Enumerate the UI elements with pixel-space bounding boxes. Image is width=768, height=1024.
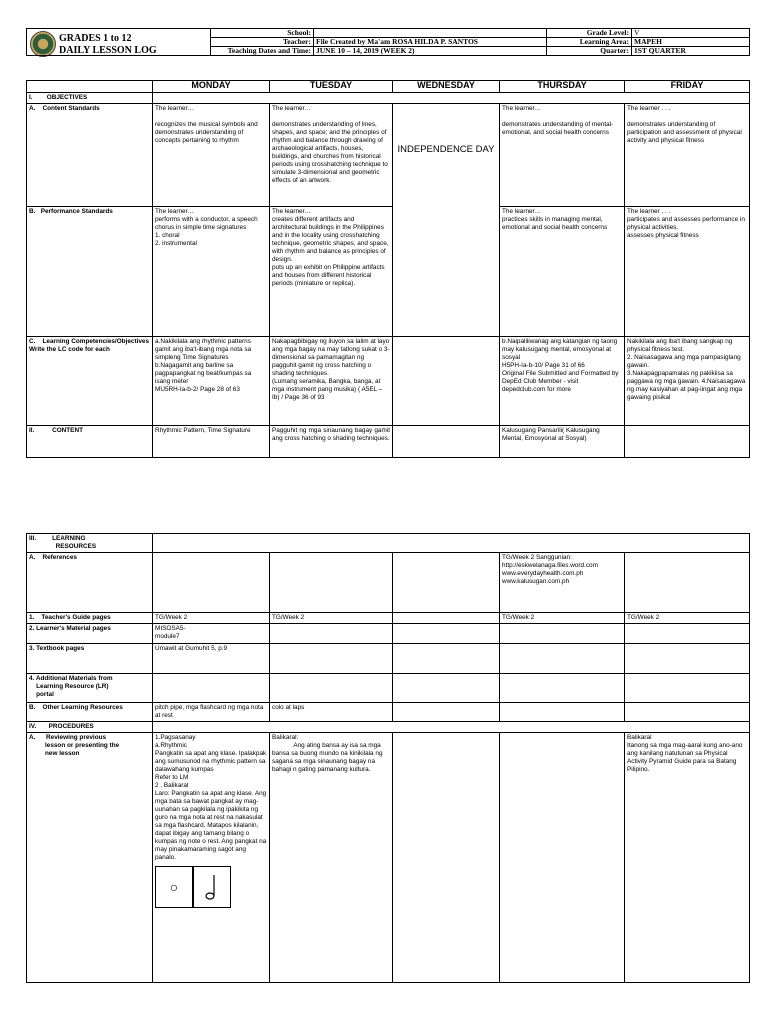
tg-label: 1. Teacher's Guide pages bbox=[27, 613, 153, 624]
lm-label: 2. Learner's Material pages bbox=[27, 624, 153, 644]
day-tuesday: TUESDAY bbox=[270, 81, 393, 93]
content-std-fri: The learner . . . demonstrates understanding of participation and assessment of physical activity and physical fitness bbox=[625, 104, 750, 207]
review-fri: Balikaral Itanong sa mga mag-aaral kung ano-ano ang kanilang natutunan sa Physical Activity Pyramid Guide para sa Batang Pilipino. bbox=[625, 733, 750, 983]
day-monday: MONDAY bbox=[153, 81, 270, 93]
note-symbols bbox=[155, 866, 267, 908]
comp-fri: Nakikilala ang iba't ibang sangkap ng physical fitness test. 2. Naisasagawa ang mga pampasiglang gawain. 3.Nakapagpapamalas ng pakikiisa sa paggawa ng mga gawain. 4.Naisasagawa ng may kasiyahan at pag-iingat ang mga gawaing pisikal bbox=[625, 337, 750, 426]
content-label: II. CONTENT bbox=[27, 426, 153, 458]
comp-thu: b.Naipaliliwanag ang katangian ng taong may kalusugang mental, emosyonal at sosyal H5PH-Ia-b-10/ Page 31 of 66 Original File Submitted and Formatted by DepEd Club Member - visit depedclub.com for more bbox=[500, 337, 625, 426]
review-label: A. Reviewing previous lesson or presenting the new lesson bbox=[27, 733, 153, 983]
dates-label: Teaching Dates and Time: bbox=[211, 47, 314, 56]
olr-mon: pitch pipe, mga flashcard ng mga nota at rest bbox=[153, 703, 270, 722]
tg-thu: TG/Week 2 bbox=[500, 613, 625, 624]
title-line2: DAILY LESSON LOG bbox=[59, 45, 157, 56]
day-wednesday: WEDNESDAY bbox=[393, 81, 500, 93]
comp-mon: a.Nakikilala ang rhythmic patterns gamit ang iba't-ibang mga nota sa simpleng Time Signatures b.Nagagamit ang barline sa pagpapangkat ng beat/kumpas sa isang meter MU5RH-Ia-b-2/ Page 28 of 63 bbox=[153, 337, 270, 426]
grade-value: V bbox=[632, 29, 750, 38]
school-label: School: bbox=[211, 29, 314, 38]
olr-tue: colo at laps bbox=[270, 703, 393, 722]
perf-std-fri: The learner . . . participates and assesses performance in physical activities. assesses physical fitness bbox=[625, 207, 750, 337]
perf-std-thu: The learner… practices skills in managing mental, emotional and social health concerns bbox=[500, 207, 625, 337]
grade-label: Grade Level: bbox=[547, 29, 632, 38]
tb-label: 3. Textbook pages bbox=[27, 644, 153, 674]
independence-day: INDEPENDENCE DAY bbox=[393, 104, 500, 337]
content-std-thu: The learner… demonstrates understanding of mental-emotional, and social health concerns bbox=[500, 104, 625, 207]
teacher-label: Teacher: bbox=[211, 38, 314, 47]
comp-tue: Nakapagbibigay ng iluyon sa lalim at layo ang mga bagay na may tatlong sukat o 3- dimensional sa pamamagitan ng pagguhit gamit ng cross hatching o shading techniques. (Lumang seramika, Bangka, banga, at mga instrument pang musika) ( A5EL – Ib) / Page 36 of 93 bbox=[270, 337, 393, 426]
competencies-label: C. Learning Competencies/Objectives Write the LC code for each bbox=[27, 337, 153, 426]
half-note-icon bbox=[193, 866, 231, 908]
quarter-value: 1ST QUARTER bbox=[632, 47, 750, 56]
content-tue: Pagguhit ng mga sinaunang bagay gamit ang cross hatching o shading techniques. bbox=[270, 426, 393, 458]
title-line1: GRADES 1 to 12 bbox=[59, 33, 132, 44]
content-mon: Rhythmic Pattern, Time Signature bbox=[153, 426, 270, 458]
review-mon: 1.Pagsasanay a.Rhythmic Pangkatin sa apat ang klase. Ipalakpak ang sumusunod na rhythmic pattern sa dalawahang kumpas Refer to LM 2 . Balikaral Laro: Pangkatin sa apat ang klase. Ang mga bata sa bawat pangkat ay mag-uunahan sa pagkilala ng ipakikita ng guro na mga nota at rest na nakasulat sa mga flashcard. Matapos kilalanin, dapat ibigay ang tamang bilang o kumpas ng note o rest. Ang pangkat na may pinakamaraming sagot ang panalo. ○ bbox=[153, 733, 270, 983]
area-label: Learning Area: bbox=[547, 38, 632, 47]
references-label: A. References bbox=[27, 553, 153, 613]
tb-mon: Umawit at Gumuhit 5, p.9 bbox=[153, 644, 270, 674]
procedures-heading: IV. PROCEDURES bbox=[27, 722, 153, 733]
tg-fri: TG/Week 2 bbox=[625, 613, 750, 624]
objectives-heading: I. OBJECTIVES bbox=[27, 93, 153, 104]
resources-heading: III. LEARNING RESOURCES bbox=[27, 534, 153, 553]
tg-mon: TG/Week 2 bbox=[153, 613, 270, 624]
performance-standards-label: B. Performance Standards bbox=[27, 207, 153, 337]
teacher-value: File Created by Ma'am ROSA HILDA P. SANTOS bbox=[314, 38, 547, 47]
dates-value: JUNE 10 – 14, 2019 (WEEK 2) bbox=[314, 47, 547, 56]
lm-mon: MISOSA5- module7 bbox=[153, 624, 270, 644]
header-table bbox=[26, 28, 750, 56]
day-thursday: THURSDAY bbox=[500, 81, 625, 93]
olr-label: B. Other Learning Resources bbox=[27, 703, 153, 722]
review-tue: Balikaral: Ang ating bansa ay isa sa mga bansa sa buong mundo na kinikilala ng sagana sa mga sinaunang bagay na bahagi n gating pamanang kultura. bbox=[270, 733, 393, 983]
perf-std-mon: The learner… performs with a conductor, a speech chorus in simple time signatures 1. choral 2. instrumental bbox=[153, 207, 270, 337]
content-thu: Kalusugang Pansarili( Kalusugang Mental, Emosyonal at Sosyal) bbox=[500, 426, 625, 458]
whole-note-icon: ○ bbox=[155, 866, 193, 908]
content-std-tue: The learner… demonstrates understanding of lines, shapes, and space; and the principles of rhythm and balance through drawing of archaeological artifacts, houses, buildings, and churches from historical periods using crosshatching technique to simulate 3-dimensional and geometric effects of an artwork. bbox=[270, 104, 393, 207]
lesson-table-part1 bbox=[26, 80, 750, 458]
school-value bbox=[314, 29, 547, 38]
content-std-mon: The learner… recognizes the musical symbols and demonstrates understanding of concepts pertaining to rhythm bbox=[153, 104, 270, 207]
references-thu: TG/Week 2 Sanggunian: http://eskwelanaga.files.word.com www.everydayhealth.com.ph www.kalusugan.com.ph bbox=[500, 553, 625, 613]
quarter-label: Quarter: bbox=[547, 47, 632, 56]
content-standards-label: A. Content Standards bbox=[27, 104, 153, 207]
tg-tue: TG/Week 2 bbox=[270, 613, 393, 624]
area-value: MAPEH bbox=[632, 38, 750, 47]
perf-std-tue: The learner… creates different artifacts and architectural buildings in the Philippines and in the locality using crosshatching technique, geometric shapes, and space, with rhythm and balance as principles of design. puts up an exhibit on Philippine artifacts and houses from different historical periods (miniature or replica). bbox=[270, 207, 393, 337]
day-friday: FRIDAY bbox=[625, 81, 750, 93]
lesson-table-part2 bbox=[26, 533, 750, 983]
am-label: 4. Additional Materials from Learning Resource (LR) portal bbox=[27, 674, 153, 703]
